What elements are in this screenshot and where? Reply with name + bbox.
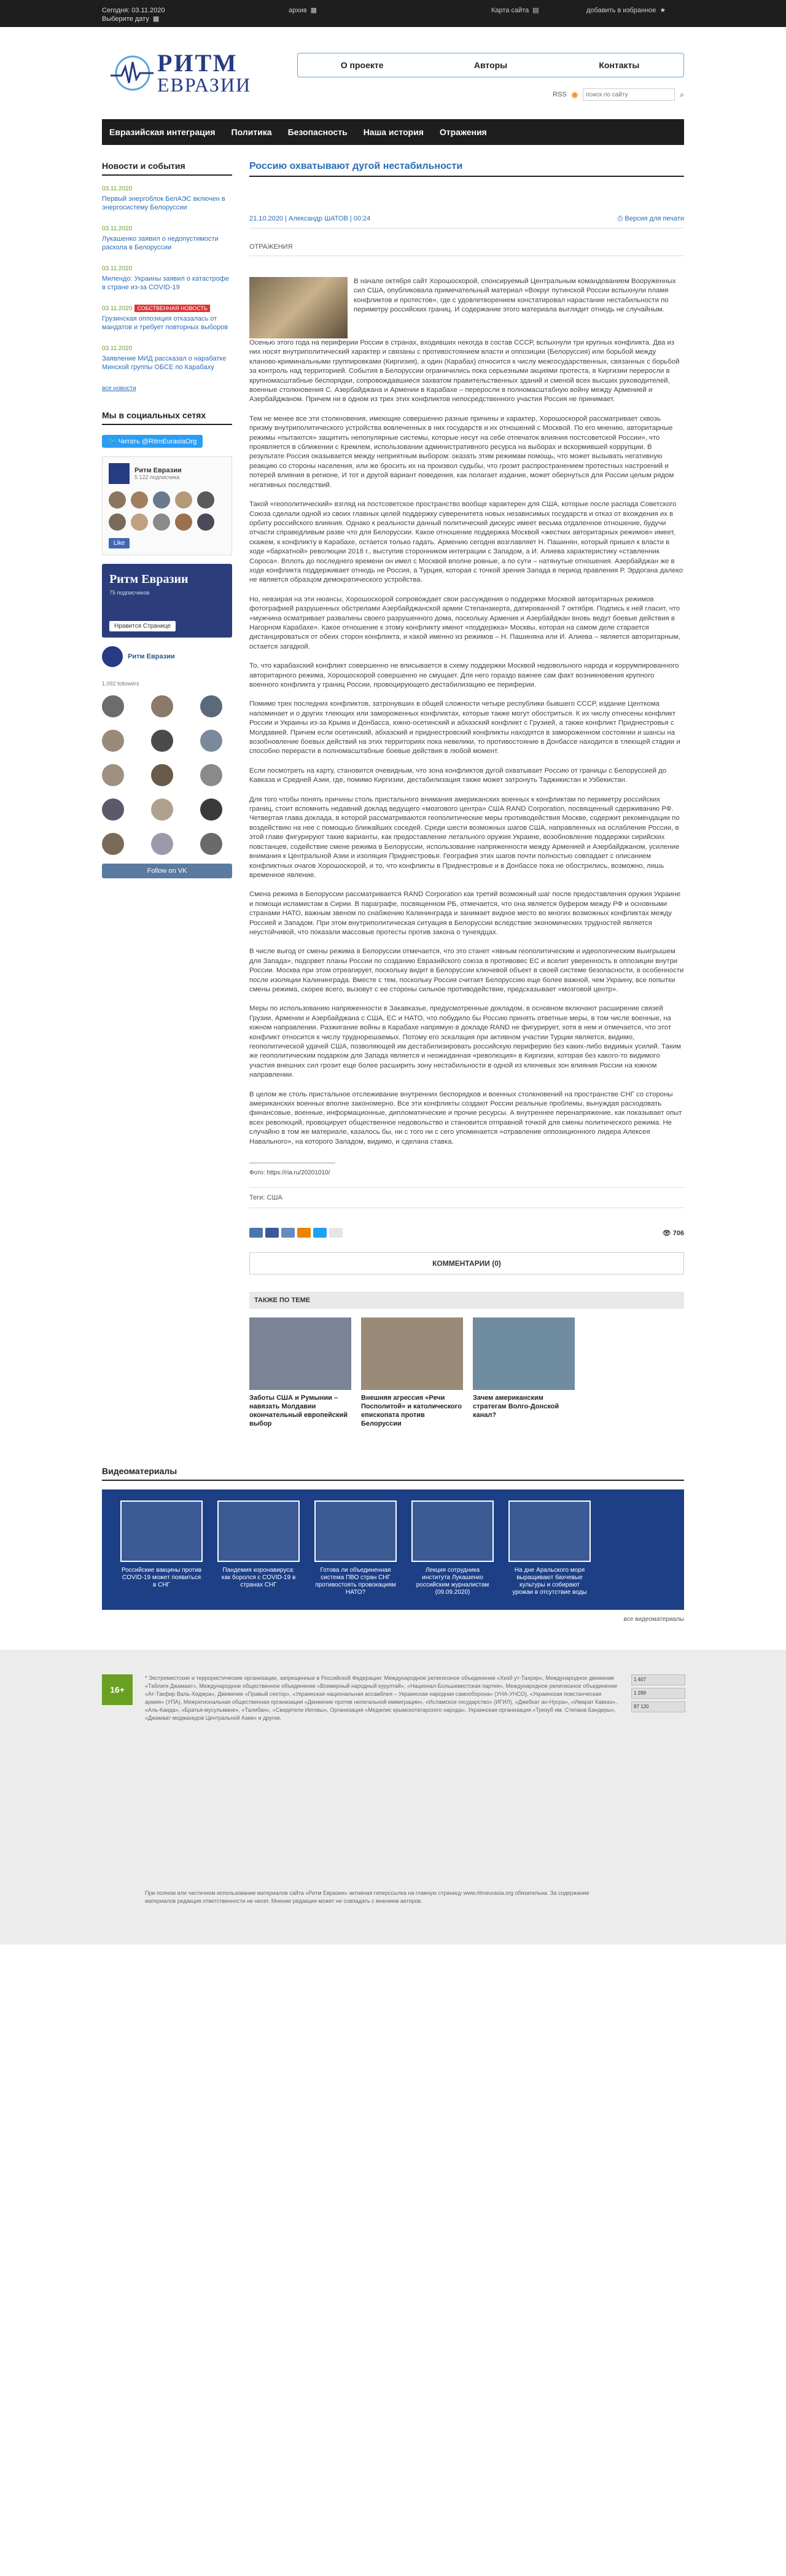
article-body [249, 277, 684, 1177]
nav-reflections[interactable]: Отражения [439, 127, 487, 137]
avatar [153, 513, 170, 531]
facebook-widget [102, 456, 232, 555]
search-area [553, 88, 684, 101]
news-item[interactable] [102, 185, 232, 212]
video-thumbnail[interactable] [508, 1501, 591, 1562]
tab-about[interactable]: О проекте [340, 60, 384, 70]
article-paragraph: Меры по использованию напряженности в Закавказье, предусмотренные докладом, в основном включают расширение связей Грузии, Армении и Азербайджана с США, ЕС и НАТО, что побудило бы Россию принять ответные меры, в том числе военные, на южном направлении. Разжигание войны в Карабахе напрямую в докладе RAND не фигурирует, хотя в нем и отмечается, что этот конфликт относится к числу труднорешаемых. Потому его эскалация при активном участии Турции является, видимо, геополитической удачей США, позволяющей им дестабилизировать российскую периферию без каких-либо видимых усилий. Таким же геополитическим подарком для Запада является и неожиданная «революция» в Киргизии, которая без какого-то видимого участия внешних сил грозит еще более расширить зону нестабильности в одной из ключевых зон влияния России на южном направлении. [249, 1005, 681, 1079]
choose-date-link[interactable]: Выберите дату [102, 15, 149, 23]
related-image [361, 1317, 463, 1390]
twitter-icon: 🐦 [108, 438, 119, 445]
vk-widget [102, 646, 232, 878]
article-paragraph: Смена режима в Белоруссии рассматривается RAND Corporation как третий возможный шаг после предоставления оружия Украине и помощи исламистам в Сирии. В параграфе, посвященном РБ, отмечается, что она является буфером между РФ и основными странами НАТО, важным звеном по снабжению Калининграда и занимает видное место во многих возможных конфликтах между Россией и Западом. При этом внутриполитическая ситуация в Белоруссии вследствие экономических трудностей является неустойчивой, что показали массовые протесты против закона о тунеядцах. [249, 891, 681, 936]
news-title[interactable]: Заявление МИД рассказал о нарабатке Минской группы ОБСЕ по Карабаху [102, 355, 227, 371]
article-paragraph: В начале октября сайт Хорошоскорой, спонсируемый Центральным командованием Вооруженных сил США, опубликовала примечательный материал «Вокруг путинской России вспыхнули пламя конфликтов и протестов», где с удовлетворением констатировал нарастание нестабильности по периметру российских границ. И содержание этого материала выглядит отнюдь не случайным. [354, 278, 676, 314]
news-date: 03.11.2020 [102, 225, 133, 232]
avatar [102, 730, 124, 752]
article-tags[interactable]: Теги: США [249, 1187, 684, 1208]
video-item[interactable] [508, 1501, 591, 1599]
photo-credit: Фото: https://ria.ru/20201010/ [249, 1169, 330, 1177]
counter-badge[interactable]: 97 120 [631, 1701, 685, 1712]
tab-contacts[interactable]: Контакты [599, 60, 640, 70]
related-item[interactable] [361, 1317, 463, 1428]
ok-follower-count: 75 подписчиков [109, 590, 150, 596]
news-title[interactable]: Лукашенко заявил о недопустимости раскола в Белоруссии [102, 235, 219, 251]
nav-politics[interactable]: Политика [231, 127, 272, 137]
top-bar [0, 0, 786, 27]
avatar [131, 513, 148, 531]
video-title[interactable]: Готова ли объединенная система ПВО стран СНГ противостоять провокациям НАТО? [315, 1567, 396, 1596]
share-bar [249, 1228, 684, 1245]
related-title[interactable]: Внешняя агрессия «Речи Посполитой» и католического епископата против Белоруссии [361, 1394, 462, 1428]
all-videos-link[interactable]: все видеоматериалы [623, 1616, 684, 1623]
video-thumbnail[interactable] [314, 1501, 397, 1562]
rss-icon[interactable]: ◉ [571, 90, 578, 99]
avatar [200, 730, 222, 752]
sitemap-icon: ▤ [532, 7, 539, 14]
share-count-icon [329, 1228, 343, 1238]
rss-link[interactable]: RSS [553, 91, 567, 98]
logo-line1: РИТМ [157, 49, 238, 77]
vk-group-name[interactable]: Ритм Евразии [128, 653, 175, 660]
ok-group-name[interactable]: Ритм Евразии [109, 572, 189, 586]
avatar [131, 491, 148, 509]
news-item[interactable] [102, 305, 232, 332]
avatar [151, 730, 173, 752]
views-counter: 👁 706 [662, 1229, 684, 1237]
all-news-link[interactable]: все новости [102, 385, 136, 392]
vk-share-icon[interactable] [249, 1228, 263, 1238]
nav-history[interactable]: Наша история [363, 127, 424, 137]
fb-page-name[interactable]: Ритм Евразии [134, 467, 182, 474]
footer-disclaimer: * Экстремистские и террористические организации, запрещенные в Российской Федерации: Международное религиозное объединение «Хизб ут-Тахрир», Международное движение «Таблиги Джамаат», Международное общественное объединение «Всемирный народный курултай», «Национал-Большевистская партия», Международное религиозное объединение «Ат-Такфир Валь-Хиджра», Движение «Правый сектор», «Украинская национальная ассамблея – Украинская народная самооборона» (УНА-УНСО), «Украинская повстанческая армия» (УПА), Межрегиональная общественная организация «Движение против нелегальной иммиграции», «Исламское государство» (ИГИЛ), «Джебхат ан-Нусра», «Имарат Кавказ», «Аль-Каида», «Братья-мусульмане», «Талибан», «Свидетели Иеговы», Организация «Меджлис крымскотатарского народа», Украинская организация «Тризуб им. Степана Бандеры», «Джамаат моджахедов Центральной Азии» и другие. [145, 1675, 617, 1722]
video-item[interactable] [217, 1501, 300, 1599]
news-title[interactable]: Первый энергоблок БелАЭС включен в энергосистему Белоруссии [102, 195, 225, 211]
nav-eurasian-integration[interactable]: Евразийская интеграция [109, 127, 216, 137]
news-date: 03.11.2020 [102, 345, 133, 352]
tab-authors[interactable]: Авторы [473, 60, 508, 70]
avatar [200, 833, 222, 855]
archive-link[interactable]: архив ▦ [289, 6, 317, 14]
video-title[interactable]: На дне Аральского моря выращивают бахчевые культуры и собирают урожаи в отсутствие воды [512, 1567, 587, 1596]
avatar [151, 764, 173, 786]
video-title[interactable]: Лекция сотрудника института Лукашенко российским журналистам (09.09.2020) [416, 1567, 489, 1596]
video-thumbnail[interactable] [217, 1501, 300, 1562]
related-title[interactable]: Зачем американским стратегам Волго-Донской канал? [473, 1394, 559, 1419]
article-paragraph: В целом же столь пристальное отслеживание внутренних беспорядков и военных столкновений на пространстве СНГ со стороны американских военных вполне закономерно. Все эти конфликты создают России реальные проблемы, вынуждая расходовать финансовые, военные, информационные, дипломатические и прочие ресурсы. А внутреннее перенапряжение, как показывает опыт всех революций, провоцирует общественное недовольство и становится отправной точкой для смены политического режима. Не случайно в том же материале, казалось бы, ни с того ни с сего упоминается «отравление оппозиционного лидера Алексея Навального», на которого Западом, видимо, и сделана ставка. [249, 1090, 682, 1146]
footer-copyright: При полном или частичном использовании материалов сайта «Ритм Евразии» активная гиперссылка на главную страницу www.ritmeurasia.org обязательна. За содержание материалов редакция ответственности не несет. Мнение редакции может не совпадать с мнением авторов. [145, 1890, 590, 1905]
ok-share-icon[interactable] [297, 1228, 311, 1238]
top-tabs [297, 53, 684, 77]
avatar [175, 513, 192, 531]
avatar [102, 833, 124, 855]
avatar [151, 833, 173, 855]
news-title[interactable]: Грузинская оппозиция отказалась от мандатов и требует повторных выборов [102, 315, 228, 331]
article-meta [249, 215, 684, 228]
avatar [102, 695, 124, 717]
avatar [102, 798, 124, 821]
article-column [249, 161, 684, 1428]
avatar [197, 491, 214, 509]
article-date-author[interactable]: 21.10.2020 | Александр ШАТОВ | 00:24 [249, 215, 371, 222]
video-thumbnail[interactable] [411, 1501, 494, 1562]
article-paragraph: Если посмотреть на карту, становится очевидным, что зона конфликтов дугой охватывает Россию от границы с Белоруссией до Кавказа и Средней Азии, где, помимо Киргизии, дестабилизация также может затронуть Таджикистан и Узбекистан. [249, 767, 667, 784]
avatar [200, 798, 222, 821]
print-version-link[interactable]: ⎙ Версия для печати [617, 215, 684, 222]
article-title: Россию охватывают дугой нестабильности [249, 161, 684, 177]
pulse-logo-icon [109, 55, 155, 92]
sitemap-link[interactable]: Карта сайта ▤ [491, 6, 539, 14]
counters [631, 1674, 685, 1712]
news-heading: Новости и события [102, 161, 232, 176]
star-icon: ★ [660, 7, 666, 14]
sidebar [102, 161, 232, 1428]
article-paragraph: То, что карабахский конфликт совершенно не вписывается в схему поддержки Москвой недовольного народа и коррумпированного авторитарного режима, Хорошоскорой совершенно не смущает. Для него гораздо важнее сам факт возникновения крупного военного конфликта у границ России, провоцирующего дестабилизацию ее периферии. [249, 662, 679, 689]
video-item[interactable] [314, 1501, 397, 1599]
avatar [200, 764, 222, 786]
video-thumbnail[interactable] [120, 1501, 203, 1562]
avatar [197, 513, 214, 531]
related-image [249, 1317, 351, 1390]
eye-icon: 👁 [662, 1229, 673, 1237]
avatar [102, 764, 124, 786]
own-news-badge: СОБСТВЕННАЯ НОВОСТЬ [134, 305, 210, 312]
avatar [151, 695, 173, 717]
today-date: Сегодня: 03.11.2020 [102, 7, 165, 14]
article-paragraph: Помимо трех последних конфликтов, затронувших в общей сложности четыре республики бывшего СССР, издание Центкома напоминает и о других тлеющих или замороженных конфликтах, которые также могут обостриться. К их числу отнесены конфликт России и Украины из-за Крыма и Донбасса, южно-осетинский и абхазский конфликт с Грузией, а также конфликт Приднестровья с Молдавией. Причем если осетинский, абхазский и приднестровский конфликты находятся в замороженном состоянии и шансы на возобновление боевых действий на этих территориях пока невелики, то противостояние в Донбассе находится в тлеющей стадии и способно перерасти в полномасштабные боевые действия в любой момент. [249, 700, 680, 755]
counter-badge[interactable]: 1 289 [631, 1688, 685, 1699]
fb-page-avatar [109, 463, 130, 484]
video-heading: Видеоматериалы [102, 1466, 684, 1481]
ok-like-button[interactable]: Нравится Странице [109, 621, 176, 631]
twitter-follow-button[interactable]: 🐦 Читать @RitmEurasiaOrg [102, 435, 203, 448]
video-carousel [102, 1489, 684, 1610]
video-title[interactable]: Пандемия коронавируса: как боролся с COVID-19 в странах СНГ [221, 1567, 296, 1589]
search-icon[interactable]: ⌕ [680, 90, 684, 99]
article-rubric[interactable]: ОТРАЖЕНИЯ [249, 243, 684, 256]
related-item[interactable] [249, 1317, 351, 1428]
news-item[interactable] [102, 345, 232, 372]
related-heading: ТАКЖЕ ПО ТЕМЕ [249, 1292, 684, 1309]
nav-security[interactable]: Безопасность [287, 127, 348, 137]
video-item[interactable] [411, 1501, 494, 1599]
article-paragraph: Осенью этого года на периферии России в странах, входивших некогда в состав СССР, вспыхнули три крупных конфликта. Два из них носят внутриполитический характер и связаны с противостоянием власти и оппозиции (Белоруссия) или борьбой между кланово-криминальными группировками (Киргизия), а один (Карабах) относится к числу межгосударственных, связанных с борьбой за контроль над территорией. События в Белоруссии ограничились пока серьезными акциями протеста, в Киргизии переросли в крупномасштабные беспорядки, сопровождавшиеся захватом правительственных зданий и сменой всех высших руководителей, военные столкновения С. Азербайджана и Армении в Карабахе – переросли в полномасштабную войну между Арменией и Азербайджаном. Причем ни в одном из трех этих конфликтов непосредственного участия Россия не принимает. [249, 339, 680, 404]
site-logo[interactable] [109, 49, 252, 96]
favorites-link[interactable]: добавить в избранное ★ [586, 6, 666, 14]
news-date: 03.11.2020 [102, 185, 133, 192]
fb-follower-count: 5 122 подписчика [134, 474, 180, 480]
avatar [109, 491, 126, 509]
article-lead-image [249, 277, 348, 338]
logo-line2: ЕВРАЗИИ [157, 74, 252, 96]
avatar [175, 491, 192, 509]
related-articles [249, 1317, 684, 1428]
article-paragraph: Такой «геополитический» взгляд на постсоветское пространство вообще характерен для США, которые после распада Советского Союза сделали одной из своих главных целей поддержку суверенитета новых независимых государств и отказ от вхождения их в орбиту российского влияния. Однако к реальности данный политический дискурс имеет весьма отдаленное отношение, будучи отчасти справедливым разве что для Белоруссии. Какое отношение поддержка Москвой «жестких авторитарных режимов» имеет, скажем, к конфликту в Карабахе, остается только гадать. Армению сегодня возглавляет Н. Пашинян, который пришел к власти в ходе «бархатной» революции 2018 г., выступив сторонником интеграции с Западом, а И. Алиева характеристику «ставленник Сороса». Вплоть до последнего времени он имел с Москвой вполне ровные, а по сути – натянутые отношения. Азербайджан же в ходе конфликта поддерживает отнюдь не Россия, а Турция, которая с точкой зрения Запада в период правления Р. Эрдогана далеко не является образцом демократического устройства. [249, 501, 683, 584]
vk-followers-grid [102, 695, 232, 855]
related-title[interactable]: Заботы США и Румынии – навязать Молдавии окончательный европейский выбор [249, 1394, 348, 1428]
news-item[interactable] [102, 225, 232, 252]
video-title[interactable]: Российские вакцины против COVID-19 может появиться в СНГ [122, 1567, 201, 1589]
news-date: 03.11.2020 [102, 265, 133, 272]
avatar [153, 491, 170, 509]
calendar-icon: ▦ [310, 7, 317, 14]
avatar [151, 798, 173, 821]
article-paragraph: Но, невзирая на эти нюансы, Хорошоскорой сопровождает свои рассуждения о поддержке Москвой авторитарных режимов фотографией разрушенных обстрелами Азербайджанской армии Степанакерта, датированной 7 октября. Подпись к ней гласит, что «мужчина осматривает развалины своего разрушенного дома, поскольку Армения и Азербайджан вновь ведут боевые действия в Нагорном Карабахе». Какое отношение к этому конфликту имеют «поддержка» Москвы, которая на самом деле старается дистанцироваться от обеих сторон конфликта, и какой именно из режимов – Н. Пашиняна или И. Алиева – является авторитарным, остается загадкой. [249, 595, 680, 650]
mail-share-icon[interactable] [281, 1228, 295, 1238]
related-image [473, 1317, 575, 1390]
related-item[interactable] [473, 1317, 575, 1428]
vk-group-avatar [102, 646, 123, 667]
social-heading: Мы в социальных сетях [102, 410, 232, 425]
facebook-share-icon[interactable] [265, 1228, 279, 1238]
avatar [109, 513, 126, 531]
article-paragraph: Для того чтобы понять причины столь пристального внимания американских военных к конфликтам по периметру российских границ, стоит вспомнить недавний доклад ведущего «мозгового центра» США RAND Corporation, посвященный сдерживанию РФ. Четвертая глава доклада, в которой рассматриваются геополитические меры противодействия Москве, содержит рекомендации по воздействию на нее с помощью ближайших соседей. Среди шести возможных шагов США, направленных на ослабление России, в этой главе фигурируют такие варианты, как предоставление летального оружия Украине, возобновление поддержки сирийских повстанцев, содействие смене режима в Белоруссии, использование напряженности между Арменией и Азербайджаном, усиление внимания к Центральной Азии и изоляция Приднестровья. География этих шагов почти полностью совпадает с описанием конфликтных очагов Хорошоскорой, и то, что конфликты в Приднестровье и в Донбассе пока не обострились, возможно, лишь временное явление. [249, 795, 680, 879]
video-item[interactable] [120, 1501, 203, 1599]
news-item[interactable] [102, 265, 232, 292]
vk-follow-button[interactable]: Follow on VK [102, 864, 232, 878]
age-rating-badge: 16+ [102, 1674, 133, 1705]
odnoklassniki-widget [102, 564, 232, 638]
search-input[interactable] [583, 88, 675, 101]
fb-like-button[interactable]: Like [109, 538, 130, 548]
calendar-icon[interactable]: ▦ [152, 15, 160, 23]
header [102, 27, 684, 119]
printer-icon: ⎙ [617, 215, 625, 222]
footer [0, 1650, 786, 1945]
fb-followers-grid [109, 491, 225, 531]
vk-follower-count: 1,092 followers [102, 681, 139, 687]
date-block [102, 6, 165, 23]
news-date: 03.11.2020 [102, 305, 133, 312]
avatar [200, 695, 222, 717]
twitter-share-icon[interactable] [313, 1228, 327, 1238]
article-paragraph: Тем не менее все эти столкновения, имеющие совершенно разные причины и характер, Хорошоскорой рассматривает сквозь призму внутриполитического устройства вовлеченных в них государств и их отношений с Москвой. По его мнению, авторитарные режимы «пытаются» защитить непопулярные системы, которые несут на себе отпечаток влияния постсоветской России», что проявляется в сближении с Кремлем, использовании административного ресурса на выборах и вскормившей коррупции. В результате Россия оказывается между неприятным выбором: оказать этим режимам помощь, что может вызывать негативную реакцию со стороны населения, или же бросить их на произвол судьбы, что грозит распространением протестных настроений и потерей влияния в регионе, И тот и другой вариант поведения, как полагает издание, может обернуться для России целым рядом негативных последствий. [249, 415, 674, 489]
article-paragraph: В числе выгод от смены режима в Белоруссии отмечается, что это станет «явным геополитическим и идеологическим выигрышем для Запада», подорвет планы России по созданию Евразийского союза в противовес ЕС и вселит уверенность в оппозиции внутри России. Москва при этом отреагирует, поскольку видит в Белоруссии ключевой объект в своей системе безопасности, в особенности после изоляции Калининграда. Вместе с тем, поскольку Россия считает Белоруссию еще более важной, чем Украину, все попытки смены режима, скорее всего, вызовут с ее стороны сильное противодействие, предсказывает «мозговой центр». [249, 948, 684, 993]
comments-button[interactable]: КОММЕНТАРИИ (0) [249, 1252, 684, 1274]
counter-badge[interactable]: 1 407 [631, 1674, 685, 1685]
main-nav [102, 119, 684, 145]
news-title[interactable]: Милендо: Украины заявил о катастрофе в стране из-за COVID-19 [102, 275, 229, 291]
